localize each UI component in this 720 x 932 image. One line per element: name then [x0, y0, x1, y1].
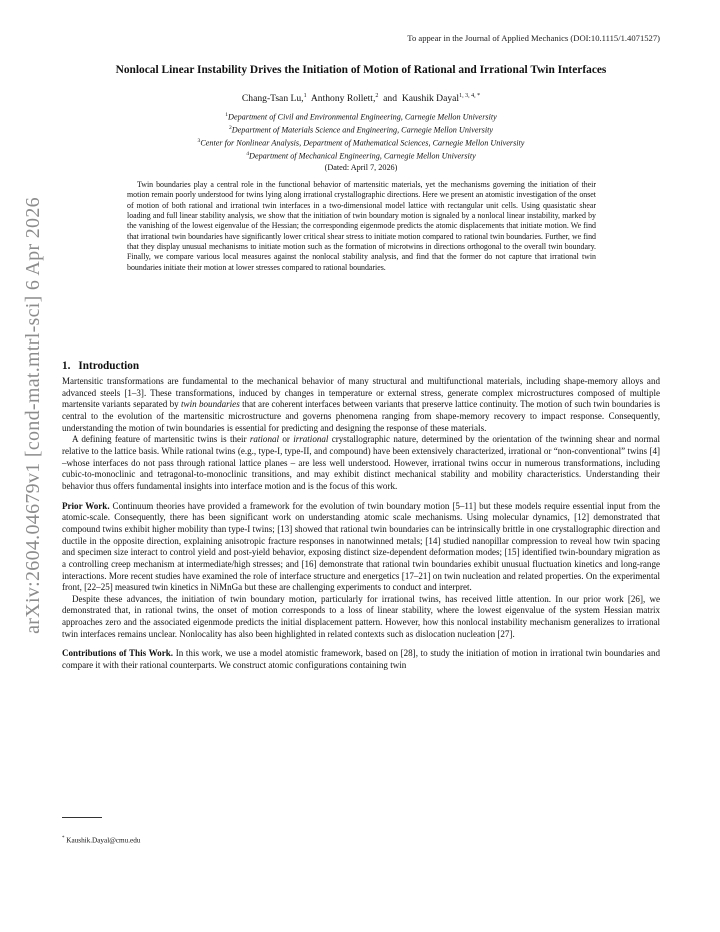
run-in-heading: Contributions of This Work.	[62, 648, 174, 659]
affiliation-line	[62, 136, 660, 149]
affiliation-mark: 2	[228, 125, 232, 132]
author-affiliation-mark: 2	[375, 93, 379, 99]
paragraph: Despite these advances, the initiation of twin boundary motion, particularly for irrational twins, has received little attention. In our prior work [26], we demonstrated that, in rational twins, the onset of motion corresponds to a loss of linear stability, where the lowest eigenvalue of the system Hessian matrix approaches zero and the associated eigenmode predicts the initial displacement pattern. However, how this nonlocal instability mechanism generalizes to irrational twin interfaces remains unclear. Nonlocality has also been highlighted in related contexts such as dislocation nucleation [27].	[62, 593, 660, 639]
journal-notice: To appear in the Journal of Applied Mechanics (DOI:10.1115/1.4071527)	[407, 33, 660, 43]
run-in-heading: Prior Work.	[62, 500, 110, 511]
author-name: Anthony Rollett,	[310, 93, 376, 105]
body-text	[62, 376, 660, 672]
section-title: Introduction	[78, 360, 140, 372]
text-run: that are coherent interfaces between variants that preserve lattice continuity. The motion of such twin boundaries is central to the evolution of the martensitic microstructure and governs phenomena ranging from shape-memory recovery to impact response. Consequently, understanding the motion of twin boundaries is essential for predicting and designing the response of these materials.	[62, 399, 660, 433]
footnote	[62, 836, 140, 844]
affiliation-mark: 3	[197, 138, 201, 145]
author-affiliation-mark: 1	[303, 93, 307, 99]
text-run: crystallographic nature, determined by the orientation of the twinning shear and normal relative to the lattice basis. While rational twins (e.g., type-I, type-II, and compound) have been extensively characterized, irrational or “non-conventional” twins [4] –whose interfaces do not pass through rational lattice planes – are less well understood. However, irrational twins occur in numerous transformations, including cubic-to-monoclinic and tetragonal-to-monoclinic transitions, and may exhibit distinct mechanical stability and mobility characteristics. Understanding their behavior thus offers fundamental insights into interface motion and is the focus of this work.	[62, 434, 660, 491]
date-line: (Dated: April 7, 2026)	[324, 162, 398, 172]
affiliation-mark: 4	[246, 151, 250, 158]
affiliation-line	[62, 110, 660, 123]
author-list	[62, 93, 660, 104]
section-number: 1.	[62, 360, 71, 372]
emphasis: twin boundaries	[181, 399, 240, 410]
footnote-divider	[62, 817, 102, 818]
affiliation-list	[62, 110, 660, 173]
affiliation-line	[62, 149, 660, 162]
author-conjunction: and	[383, 93, 398, 105]
affiliation-line	[62, 123, 660, 136]
abstract: Twin boundaries play a central role in the functional behavior of martensitic materials, yet the mechanisms governing the initiation of their motion remain poorly understood for twins lying along irrational crystallographic directions. Here we present an atomistic investigation of the onset of motion of both rational and irrational twin interfaces in a two-dimensional model lattice with rectangular unit cells. Using quasistatic shear loading and full linear stability analysis, we show that the initiation of twin boundary motion is signaled by a nonlocal linear instability, marked by the vanishing of the lowest eigenvalue of the Hessian; the corresponding eigenmode predicts the atomic displacements that initiate motion. We find that irrational twin boundaries have significantly lower critical shear stress to initiate motion compared to rational twin boundaries. Further, we find that they display unusual mechanisms to initiate motion such as the formation of microtwins in directions orthogonal to the overall twin boundary. Finally, we compare various local measures against the nonlocal stability analysis, and find that the former do not capture that irrational twin boundaries initiate their motion at lower stresses compared to rational boundaries.	[127, 180, 596, 272]
paragraph	[62, 376, 660, 434]
emphasis: rational	[249, 434, 280, 445]
paper-title: Nonlocal Linear Instability Drives the Initiation of Motion of Rational and Irrational Twin Interfaces	[115, 64, 607, 76]
affiliation-mark: 1	[225, 112, 229, 118]
affiliation-text: Center for Nonlinear Analysis, Department of Mathematical Sciences, Carnegie Mellon University	[200, 139, 525, 149]
section-heading	[62, 360, 139, 372]
arxiv-identifier-stamp	[12, 196, 54, 634]
paragraph	[62, 434, 660, 492]
author-name: Kaushik Dayal	[401, 93, 460, 105]
text-run: Continuum theories have provided a framework for the evolution of twin boundary motion [5–11] but these models require essential input from the atomic-scale. Consequently, there has been significant work on understanding atomic scale mechanisms. Using molecular dynamics, [12] demonstrated that compound twins exhibit higher mobility than type-I twins; [13] showed that rational twin boundaries can be intrinsically brittle in one crystallographic direction and ductile in the opposite direction, explaining anisotropic fracture responses in nanotwinned metals; [14] studied nanopillar compression to reveal how twin spacing and specimen size interact to control yield and post-yield behavior, exposing distinct size-dependent deformation modes; [15] identified twin-boundary migration as a controlling creep mechanism at intermediate/high stresses; and [16] demonstrate that rational twin boundaries exhibit unusual fluctuation kinetics and long-range interactions. More recent studies have examined the role of interface structure and energetics [17–21] on twin nucleation and related properties. On the experimental front, [22–25] measured twin kinetics in NiMnGa but these are challenging experiments to conduct and interpret.	[62, 500, 660, 593]
emphasis: irrational	[293, 434, 329, 445]
paragraph	[62, 648, 660, 671]
text-run: A defining feature of martensitic twins is their	[72, 434, 250, 445]
affiliation-text: Department of Mechanical Engineering, Carnegie Mellon University	[249, 152, 476, 162]
author-affiliation-mark: 1, 3, 4, *	[459, 93, 481, 99]
corresponding-email: Kaushik.Dayal@cmu.edu	[66, 836, 141, 845]
text-run: Martensitic transformations are fundamental to the mechanical behavior of many structural and multifunctional materials, including shape-memory alloys and advanced steels [1–3]. These transformations, induced by changes in temperature or external stress, generate complex microstructures composed of multiple martensite variants separated by	[62, 376, 660, 410]
text-run: In this work, we use a model atomistic framework, based on [28], to study the initiation of motion in irrational twin boundaries and compare it with their rational counterparts. We construct atomic configurations containing twin	[62, 648, 660, 671]
author-name: Chang-Tsan Lu,	[241, 93, 304, 105]
affiliation-text: Department of Materials Science and Engineering, Carnegie Mellon University	[231, 125, 494, 135]
affiliation-text: Department of Civil and Environmental Engineering, Carnegie Mellon University	[228, 112, 497, 122]
footnote-mark: *	[62, 836, 65, 841]
paragraph	[62, 501, 660, 594]
text-run: or	[279, 434, 294, 445]
arxiv-identifier-text: arXiv:2604.04679v1 [cond-mat.mtrl-sci] 6 Apr 2026	[21, 196, 44, 634]
